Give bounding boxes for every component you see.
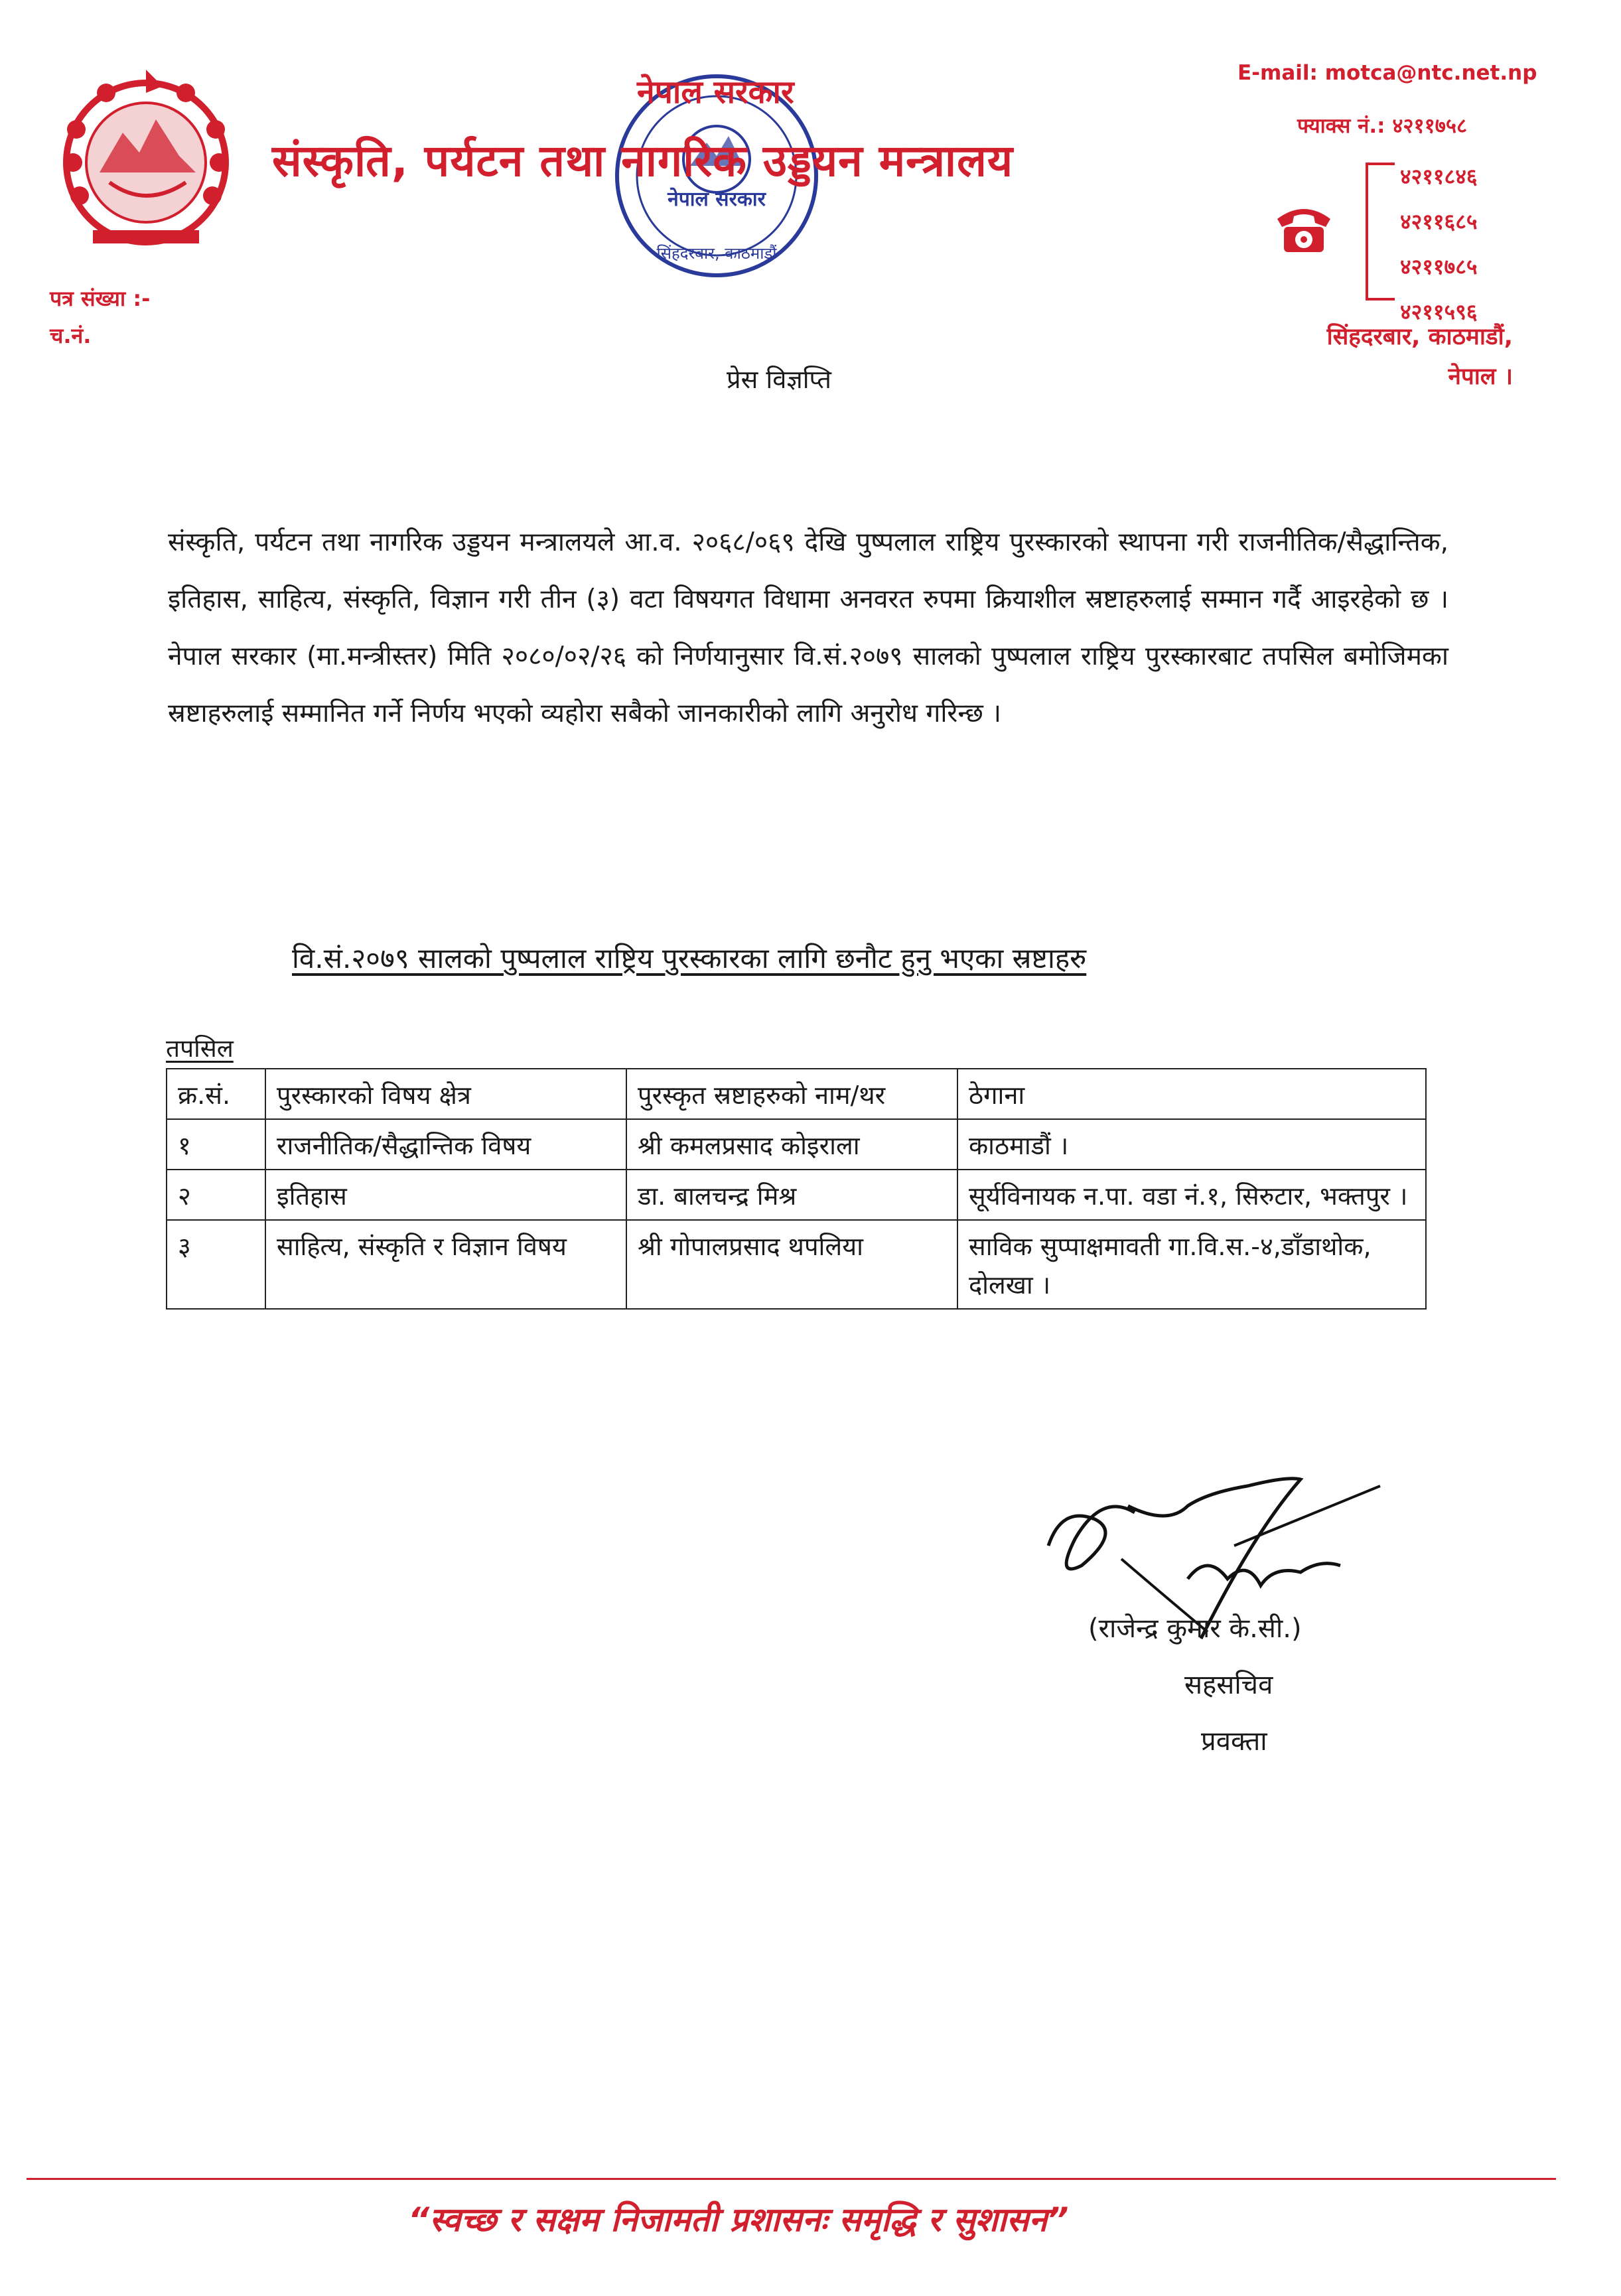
seal-bottom-text: सिंहदरबार, काठमाडौं [656,244,777,263]
phone-number: ४२११६८५ [1400,209,1478,234]
phone-number: ४२११७८५ [1400,254,1478,279]
column-header: क्र.सं. [167,1069,265,1119]
phone-numbers [1400,154,1477,334]
fax-number: फ्याक्स नं.: ४२११७५८ [1297,114,1468,138]
ministry-name: संस्कृति, पर्यटन तथा नागरिक उड्डयन मन्त्रालय [272,135,1014,186]
column-header: ठेगाना [957,1069,1426,1119]
reference-number-label: पत्र संख्या :- [50,286,151,311]
table-cell: ३ [167,1220,265,1309]
footer-motto: “स्वच्छ र सक्षम निजामती प्रशासनः समृद्धि र सुशासन” [408,2200,1069,2239]
phone-number: ४२११८४६ [1400,164,1478,189]
table-cell: डा. बालचन्द्र मिश्र [626,1170,957,1220]
office-address [1254,317,1513,397]
awardees-table [166,1068,1427,1310]
signatory-role: प्रवक्ता [1201,1726,1267,1757]
table-cell: साहित्य, संस्कृति र विज्ञान विषय [265,1220,626,1309]
signatory-designation: सहसचिव [1184,1670,1273,1700]
table-cell: इतिहास [265,1170,626,1220]
telephone-icon [1274,199,1334,255]
phone-number: ४२११५९६ [1400,299,1478,324]
table-row [167,1119,1426,1170]
email-address: E-mail: motca@ntc.net.np [1237,61,1537,85]
table-header-row [167,1069,1426,1119]
column-header: पुरस्कारको विषय क्षेत्र [265,1069,626,1119]
nepal-emblem [46,56,246,255]
seal-center-text: नेपाल सरकार [668,188,766,211]
table-cell: १ [167,1119,265,1170]
column-header: पुरस्कृत स्रष्टाहरुको नाम/थर [626,1069,957,1119]
table-row [167,1170,1426,1220]
phone-bracket [1366,163,1395,301]
address-line: नेपाल । [1448,364,1513,390]
body-paragraph: संस्कृति, पर्यटन तथा नागरिक उड्डयन मन्त्रालयले आ.व. २०६८/०६९ देखि पुष्पलाल राष्ट्रिय पुरस्कारको स्थापना गरी राजनीतिक/सैद्धान्तिक, इतिहास, साहित्य, संस्कृति, विज्ञान गरी तीन (३) वटा विषयगत विधामा अनवरत रुपमा क्रियाशील स्रष्टाहरुलाई सम्मान गर्दै आइरहेको छ । नेपाल सरकार (मा.मन्त्रीस्तर) मिति २०८०/०२/२६ को निर्णयानुसार वि.सं.२०७९ सालको पुष्पलाल राष्ट्रिय पुरस्कारबाट तपसिल बमोजिमका स्रष्टाहरुलाई सम्मानित गर्ने निर्णय भएको व्यहोरा सबैको जानकारीको लागि अनुरोध गरिन्छ । [168,527,1448,728]
table-caption: तपसिल [166,1034,234,1063]
signatory-name: (राजेन्द्र कुमार के.सी.) [1088,1613,1302,1644]
address-line: सिंहदरबार, काठमाडौं, [1326,324,1513,350]
government-name: नेपाल सरकार [637,74,794,111]
table-row [167,1220,1426,1309]
table-cell: काठमाडौं । [957,1119,1426,1170]
table-cell: श्री कमलप्रसाद कोइराला [626,1119,957,1170]
table-cell: श्री गोपालप्रसाद थपलिया [626,1220,957,1309]
dispatch-number-label: च.नं. [50,323,92,348]
table-cell: साविक सुप्पाक्षमावती गा.वि.स.-४,डाँडाथोक, दोलखा । [957,1220,1426,1309]
table-cell: राजनीतिक/सैद्धान्तिक विषय [265,1119,626,1170]
awardees-heading: वि.सं.२०७९ सालको पुष्पलाल राष्ट्रिय पुरस्कारका लागि छनौट हुनु भएका स्रष्टाहरु [292,942,1087,975]
table-cell: २ [167,1170,265,1220]
handwritten-signature [1035,1466,1407,1685]
document-title: प्रेस विज्ञप्ति [727,365,831,394]
table-cell: सूर्यविनायक न.पा. वडा नं.१, सिरुटार, भक्तपुर । [957,1170,1426,1220]
footer-divider [27,2178,1556,2180]
